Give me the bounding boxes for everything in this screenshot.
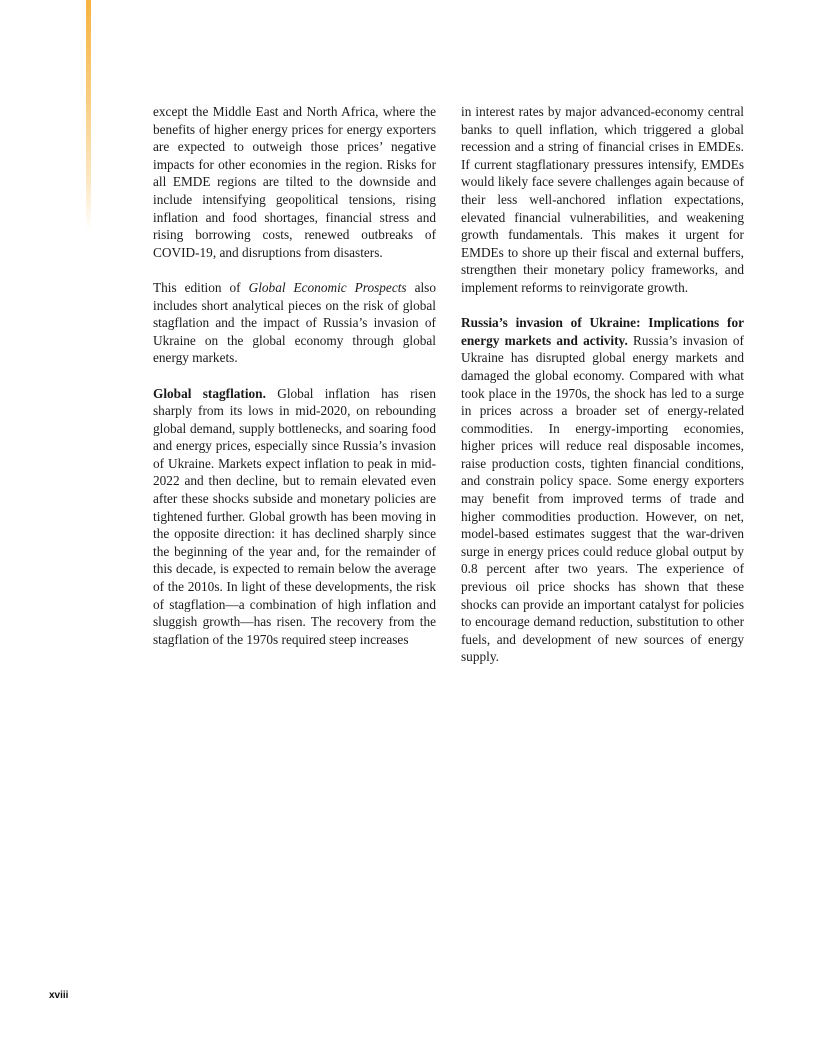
paragraph-russia-invasion <box>461 314 744 666</box>
paragraph-edition-overview <box>153 279 436 367</box>
page-number: xviii <box>49 990 69 1001</box>
paragraph-regional-risks: except the Middle East and North Africa, where the benefits of higher energy prices for energy exporters are expected to outweigh those prices’ negative impacts for other economies in the region. Risks for all EMDE regions are tilted to the downside and include intensifying geopolitical tensions, rising inflation and food shortages, financial stress and rising borrowing costs, renewed outbreaks of COVID-19, and disruptions from disasters. <box>153 104 436 260</box>
edition-text-intro: This edition of <box>153 279 249 295</box>
left-text-column <box>153 103 436 666</box>
edition-text-rest: also includes short analytical pieces on the risk of global stagflation and the impact of Russia’s invasion of Ukraine on the global economy through global energy markets. <box>153 279 437 366</box>
publication-title: Global Economic Prospects <box>248 279 407 295</box>
russia-invasion-heading: Russia’s invasion of Ukraine: Implications for energy markets and activity. <box>461 315 744 348</box>
russia-invasion-body: Russia’s invasion of Ukraine has disrupted global energy markets and damaged the global economy. Compared with what took place in the 1970s, the shock has led to a surge in prices across a broader set of energy-related commodities. In energy-importing economies, higher prices will reduce real disposable incomes, raise production costs, tighten financial conditions, and constrain policy space. Some energy exporters may benefit from improved terms of trade and higher commodities production. However, on net, model-based estimates suggest that the war-driven surge in energy prices could reduce global output by 0.8 percent after two years. The experience of previous oil price shocks has shown that these shocks can provide an important catalyst for policies to encourage demand reduction, substitution to other fuels, and development of new sources of energy supply. <box>461 332 744 665</box>
paragraph-interest-rates: in interest rates by major advanced-economy central banks to quell inflation, which triggered a global recession and a string of financial crises in EMDEs. If current stagflationary pressures intensify, EMDEs would likely face severe challenges again because of their less well-anchored inflation expectations, elevated financial vulnerabilities, and weakening growth fundamentals. This makes it urgent for EMDEs to shore up their fiscal and external buffers, strengthen their monetary policy frameworks, and implement reforms to reinvigorate growth. <box>461 104 744 295</box>
right-text-column <box>461 103 744 684</box>
stagflation-body: Global inflation has risen sharply from its lows in mid-2020, on rebounding global demand, supply bottlenecks, and soaring food and energy prices, especially since Russia’s invasion of Ukraine. Markets expect inflation to peak in mid-2022 and then decline, but to remain elevated even after these shocks subside and monetary policies are tightened further. Global growth has been moving in the opposite direction: it has declined sharply since the beginning of the year and, for the remainder of this decade, is expected to remain below the average of the 2010s. In light of these developments, the risk of stagflation—a combination of high inflation and sluggish growth—has risen. The recovery from the stagflation of the 1970s required steep increases <box>153 385 436 647</box>
page-accent-bar <box>86 0 91 230</box>
stagflation-heading: Global stagflation. <box>153 385 266 401</box>
paragraph-global-stagflation <box>153 385 436 649</box>
